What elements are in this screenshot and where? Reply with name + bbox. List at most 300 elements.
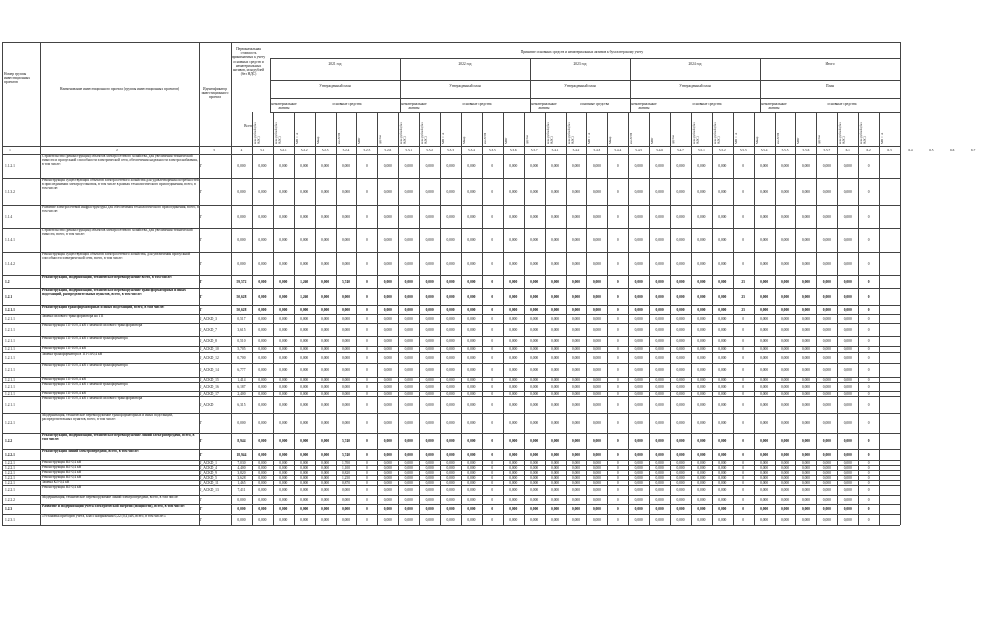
row-value: 0,000 [341, 294, 351, 299]
unit-label: Мвар [315, 136, 320, 144]
row-value: 0,000 [676, 452, 685, 457]
row-value: 0,000 [571, 339, 580, 343]
row-code: 1.2.1.1 [5, 316, 15, 321]
row-value: 0,000 [697, 517, 706, 522]
row-value: 0 [365, 307, 368, 312]
row-identifier: J_ACKD_11 [200, 480, 219, 485]
row-value: 1,250 [341, 475, 351, 480]
row-code: 1.2.1.1 [5, 327, 15, 332]
row-value: 0,000 [467, 517, 476, 522]
row-value: 0,000 [467, 316, 476, 321]
row-value: 0,000 [571, 391, 580, 396]
row-value: 0,000 [467, 452, 476, 457]
row-value: 0,000 [801, 488, 810, 492]
unit-label: млн рублей (без НДС) [273, 122, 282, 144]
row-value: 0,000 [822, 377, 831, 382]
row-value: 0 [867, 368, 870, 372]
row-value: 0,000 [321, 279, 330, 284]
row-value: 0,000 [571, 368, 580, 372]
header-year-2: 2022 год [458, 62, 472, 66]
unit-label: другое [671, 134, 676, 144]
row-value: 0,000 [383, 214, 392, 219]
row-value: 0,000 [592, 307, 601, 312]
row-value: 0,000 [843, 327, 852, 332]
row-value: 0,000 [425, 497, 434, 502]
row-value: 0 [365, 507, 368, 511]
row-value: 0,000 [801, 497, 810, 502]
group-title-5: План [826, 84, 834, 88]
grid-line-h [270, 112, 900, 113]
row-value: 0,000 [383, 517, 392, 522]
row-value: 0,000 [718, 465, 727, 470]
row-value: 0 [616, 368, 619, 372]
row-value: 0,000 [801, 368, 810, 372]
row-value: 0,000 [655, 497, 664, 502]
row-value: 0,000 [467, 279, 476, 284]
row-value: 0 [616, 377, 619, 382]
row-value: 0,000 [801, 421, 810, 425]
row-value: 0,000 [425, 214, 434, 219]
row-value: 0,000 [655, 355, 664, 360]
row-value: 0,000 [780, 475, 790, 480]
row-value: 0,000 [467, 164, 476, 168]
row-value: 0,000 [321, 164, 330, 168]
row-value: 0,000 [467, 465, 476, 470]
row-value: 0 [867, 475, 870, 480]
row-value: 0,000 [321, 307, 330, 312]
row-value: 0,000 [446, 377, 455, 382]
row-value: 0,000 [655, 402, 664, 407]
row-value: 0,000 [571, 164, 580, 168]
row-value: 0,000 [530, 214, 539, 219]
row-value: 0 [616, 164, 619, 168]
row-value: 0,000 [697, 497, 706, 502]
unit-label: млн рублей (без НДС) [545, 122, 553, 144]
row-identifier: J_ACKD_5 [200, 475, 217, 480]
row-code: 1.2.2.1 [5, 480, 15, 485]
row-value: 0,000 [551, 307, 560, 312]
row-value: 0,000 [634, 339, 643, 343]
row-value: 0,000 [321, 460, 330, 465]
row-value: 5,705 [237, 347, 246, 351]
row-value: 0 [616, 355, 619, 360]
row-value: 0 [365, 355, 368, 360]
row-value: 0,000 [822, 439, 831, 443]
row-value: 0,000 [822, 279, 831, 284]
row-value: 0,000 [760, 391, 769, 396]
row-value: 0,000 [760, 214, 769, 219]
row-value: 0,000 [843, 421, 852, 425]
row-value: 0,000 [592, 279, 601, 284]
row-code: 1.2.1.1 [5, 384, 15, 389]
row-value: 0,000 [760, 480, 769, 485]
grid-line-v [400, 58, 401, 112]
row-value: 0,000 [571, 507, 580, 511]
row-value: 0,000 [676, 470, 685, 475]
row-value: 0,000 [321, 391, 330, 396]
row-value: 0 [616, 402, 619, 407]
row-value: 0,000 [718, 377, 727, 382]
row-value: 0 [616, 460, 619, 465]
row-value: 0,000 [592, 470, 601, 475]
row-value: 0,000 [321, 497, 330, 502]
row-value: 1,465 [237, 480, 246, 485]
row-value: 0,000 [780, 402, 790, 407]
row-name: Реконструкция трансформаторных и иных подстанций, всего, в том числе: [42, 305, 165, 309]
unit-label: млн рублей (без НДС) [420, 122, 428, 144]
row-value: 0,000 [655, 421, 664, 425]
column-number: 5.2.3 [321, 148, 329, 152]
row-value: 0,000 [446, 391, 455, 396]
unit-label: МВт [357, 137, 362, 144]
row-value: 3,615 [237, 327, 246, 332]
row-identifier: J_ACKD_12 [200, 355, 219, 360]
row-value: 0,000 [383, 377, 392, 382]
row-value: 0,000 [780, 355, 790, 360]
row-value: 0,000 [592, 465, 601, 470]
row-value: 0,000 [446, 470, 455, 475]
row-value: 0,000 [467, 368, 476, 372]
row-value: 0,000 [571, 488, 580, 492]
column-number: 5.5.6 [802, 148, 810, 152]
row-value: 0,000 [341, 488, 351, 492]
table-row [2, 154, 902, 178]
row-value: 0,000 [822, 460, 831, 465]
row-value: 0,000 [509, 488, 518, 492]
row-value: 0,000 [446, 368, 455, 372]
row-value: 0,000 [300, 307, 309, 312]
row-value: 0,000 [300, 465, 309, 470]
row-value: 0,000 [530, 377, 539, 382]
row-value: 0,000 [780, 488, 790, 492]
row-value: 0,000 [655, 368, 664, 372]
row-value: 0,000 [509, 439, 518, 443]
row-value: 0,000 [592, 339, 601, 343]
row-value: 0,000 [655, 238, 664, 242]
row-value: 0,000 [404, 339, 413, 343]
row-value: 0,000 [718, 470, 727, 475]
row-value: 0,000 [530, 402, 539, 407]
column-number: 5.2.2 [300, 148, 308, 152]
row-value: 0,000 [300, 439, 309, 443]
row-value: 0,000 [551, 377, 560, 382]
row-value: 0 [365, 164, 368, 168]
row-value: 0,000 [551, 391, 560, 396]
row-value: 0,000 [509, 391, 518, 396]
row-value: 0,000 [300, 488, 309, 492]
row-value: 0 [867, 421, 870, 425]
row-value: 0,000 [383, 470, 392, 475]
row-value: 0,000 [592, 488, 601, 492]
row-code: 1.1.4 [5, 214, 13, 219]
row-identifier: J_ACKD_10 [200, 347, 219, 351]
row-value: 0,000 [634, 164, 643, 168]
row-value: 0 [742, 316, 745, 321]
row-value: 0,000 [843, 507, 852, 511]
row-code: 1.2.2.1 [5, 465, 15, 470]
column-number: 5.3.1 [405, 148, 413, 152]
row-value: 0,000 [446, 347, 455, 351]
header-col3: Идентификатор инвестиционного проекта [201, 87, 229, 100]
row-value: 0 [616, 279, 619, 284]
column-number: 5.4.2 [572, 148, 580, 152]
row-value: 0,000 [801, 164, 810, 168]
row-value: 0,000 [467, 488, 476, 492]
row-value: 0,000 [279, 391, 288, 396]
row-value: 0,000 [697, 488, 706, 492]
row-value: 0,000 [676, 189, 685, 194]
row-identifier: J_ACKD_7 [200, 327, 217, 332]
row-value: 0,000 [822, 316, 831, 321]
row-value: 0 [365, 279, 368, 284]
row-value: 0,000 [697, 347, 706, 351]
row-value: 0,000 [697, 164, 706, 168]
row-value: 0,000 [551, 497, 560, 502]
row-code: 1.1.4.2 [5, 261, 15, 266]
row-value: 0,000 [760, 368, 769, 372]
row-value: 0 [491, 347, 494, 351]
row-value: 0,000 [404, 497, 413, 502]
group-title-2: Утвержденный план [449, 84, 481, 88]
table-row [2, 314, 902, 323]
row-value: 0,000 [404, 307, 413, 312]
row-value: 0 [491, 497, 494, 502]
row-value: 0,000 [718, 488, 727, 492]
row-value: 0,000 [446, 402, 455, 407]
row-value: 0,000 [760, 507, 769, 511]
row-value: 0,000 [300, 316, 309, 321]
unit-label: МВ×А [733, 132, 738, 144]
row-value: 0,000 [634, 307, 643, 312]
row-value: 6,187 [237, 384, 246, 389]
row-value: 0,000 [383, 355, 392, 360]
row-value: 0,000 [780, 189, 790, 194]
row-value: 0,000 [592, 164, 601, 168]
row-code: 1.2.1.1 [5, 402, 15, 407]
row-value: 5,740 [341, 279, 351, 284]
row-name: Модернизация, техническое перевооружение трансформаторных и иных подстанций, распределительных пунктов, всего, в том числе: [42, 413, 173, 421]
row-value: 0 [867, 189, 870, 194]
row-value: 0,000 [425, 294, 434, 299]
row-value: 0 [742, 261, 745, 266]
row-value: 0,000 [801, 402, 810, 407]
row-value: 0,000 [780, 465, 790, 470]
row-code: 1.2.2.1 [5, 452, 15, 457]
row-value: 0,000 [592, 316, 601, 321]
row-value: 0,000 [509, 497, 518, 502]
row-value: 0 [867, 391, 870, 396]
row-value: 0,000 [801, 189, 810, 194]
row-value: 0,000 [404, 368, 413, 372]
row-value: 0,000 [843, 460, 852, 465]
column-number: 5.2.5 [363, 148, 371, 152]
row-value: 0,000 [404, 238, 413, 242]
row-value: 0,000 [697, 402, 706, 407]
unit-label: другое [524, 134, 529, 144]
row-value: 0 [491, 517, 494, 522]
row-identifier: J_ACKD_8 [200, 339, 217, 343]
row-value: 0,000 [467, 347, 476, 351]
row-value: 0,000 [530, 307, 539, 312]
row-value: 0,000 [718, 355, 727, 360]
row-value: 0,000 [655, 391, 664, 396]
unit-label: млн рублей (без НДС) [566, 122, 574, 144]
row-value: 0,000 [404, 488, 413, 492]
row-value: 3,820 [237, 470, 246, 475]
row-value: 0,000 [404, 475, 413, 480]
row-value: 0,000 [760, 439, 769, 443]
row-name: Реконструкция ТП-10/0,4 кВ с заменой силового трансформатора [42, 396, 143, 400]
row-value: 0,000 [697, 368, 706, 372]
row-value: 0,000 [425, 189, 434, 194]
row-value: 0,000 [634, 452, 643, 457]
row-value: 0,000 [592, 355, 601, 360]
row-value: 0,000 [279, 402, 288, 407]
row-value: 0,000 [760, 517, 769, 522]
row-value: 0,000 [655, 475, 664, 480]
row-value: 0 [365, 480, 368, 485]
row-value: 0 [491, 488, 494, 492]
row-name: Замена силового трансформатора на ТП [42, 314, 104, 318]
row-value: 0 [491, 316, 494, 321]
row-code: 1.2.1.1 [5, 368, 15, 372]
row-value: 0,000 [843, 307, 852, 312]
row-name: Реконструкция ТП-10/0,4 кВ [42, 346, 86, 350]
row-value: 0,000 [321, 368, 330, 372]
row-value: 0,000 [404, 460, 413, 465]
row-value: 0,000 [530, 439, 539, 443]
row-value: 0,000 [530, 507, 539, 511]
row-value: 7,411 [237, 488, 246, 492]
row-value: 0,000 [571, 460, 580, 465]
row-value: 0,000 [822, 294, 831, 299]
row-value: 0,000 [655, 279, 664, 284]
row-value: 0 [616, 214, 619, 219]
row-value: 0,000 [697, 480, 706, 485]
row-value: 0,000 [467, 294, 476, 299]
row-value: 0 [365, 368, 368, 372]
row-value: 0,000 [383, 339, 392, 343]
row-value: 0,000 [760, 316, 769, 321]
row-value: 0,000 [321, 439, 330, 443]
column-number: 5.4.7 [677, 148, 684, 152]
row-value: 0,000 [780, 214, 790, 219]
row-value: 0,000 [634, 347, 643, 351]
row-value: 0,000 [551, 402, 560, 407]
row-value: 0,000 [571, 439, 580, 443]
row-value: 0,000 [697, 470, 706, 475]
row-value: 0 [365, 294, 368, 299]
row-value: 0,000 [321, 517, 330, 522]
row-value: 0,000 [258, 261, 267, 266]
row-value: 0,000 [383, 460, 392, 465]
row-value: 0,000 [509, 402, 518, 407]
row-value: 1,260 [300, 279, 309, 284]
header-year-4: 2024 год [688, 62, 702, 66]
column-number: 5.3.4 [468, 148, 475, 152]
column-number: 5.3.7 [530, 148, 538, 152]
table-row [2, 228, 902, 252]
row-value: 0,000 [279, 316, 288, 321]
row-value: 0,000 [404, 465, 413, 470]
row-value: 0,000 [383, 421, 392, 425]
column-number: 5.3.5 [488, 148, 496, 152]
column-number: 5.3.3 [447, 148, 454, 152]
row-value: 0,000 [383, 347, 392, 351]
row-value: 0 [616, 307, 619, 312]
row-value: 0 [491, 327, 494, 332]
row-value: 0,000 [509, 261, 518, 266]
row-value: 0,000 [509, 460, 518, 465]
row-value: 0,000 [509, 355, 518, 360]
row-value: 0,000 [655, 294, 664, 299]
row-value: 0 [616, 384, 619, 389]
row-value: 0,000 [634, 488, 643, 492]
row-value: 0,000 [551, 480, 560, 485]
row-value: 0 [616, 507, 619, 511]
row-value: 0,000 [425, 402, 434, 407]
unit-label: МВ×А [294, 132, 299, 144]
sub-intangible-5: нематериальные активы [761, 102, 787, 111]
row-value: 0,000 [300, 214, 309, 219]
row-value: 6,777 [237, 368, 246, 372]
row-value: 0,000 [279, 480, 288, 485]
row-value: 0,000 [404, 517, 413, 522]
row-value: 0,000 [258, 377, 267, 382]
row-value: 0,000 [655, 164, 664, 168]
row-value: 0,000 [446, 294, 455, 299]
table-row [2, 363, 902, 377]
row-value: 0,000 [467, 439, 476, 443]
row-value: 0,000 [780, 307, 790, 312]
row-value: 0,000 [551, 460, 560, 465]
row-value: 0,000 [425, 439, 434, 443]
row-value: 0,000 [634, 465, 643, 470]
row-value: 0,000 [697, 377, 706, 382]
row-value: 59,572 [236, 279, 247, 284]
row-value: 0,000 [425, 327, 434, 332]
row-value: 0,000 [655, 339, 664, 343]
row-code: 1.2.1.1 [5, 391, 15, 396]
row-value: 0 [616, 261, 619, 266]
row-value: 0 [365, 488, 368, 492]
row-value: 0,000 [780, 421, 790, 425]
row-code: 1.1.2.1 [5, 164, 15, 168]
row-value: 0,000 [425, 480, 434, 485]
row-value: 0,000 [801, 238, 810, 242]
row-value: 0,000 [571, 261, 580, 266]
group-title-3: Утвержденный план [564, 84, 596, 88]
row-name: Реконструкция ВЛ-0,4 кВ [42, 485, 82, 489]
row-value: 0,000 [780, 470, 790, 475]
row-identifier: Г [200, 189, 203, 194]
unit-label: МВт [796, 137, 801, 144]
row-value: 0,000 [404, 189, 413, 194]
row-value: 0,000 [509, 465, 518, 470]
row-value: 0,000 [467, 460, 476, 465]
row-value: 0,000 [321, 238, 330, 242]
row-code: 1.2.1.1 [5, 307, 15, 312]
row-value: 0,000 [592, 238, 601, 242]
row-value: 0,000 [822, 452, 831, 457]
row-value: 0,000 [822, 261, 831, 266]
grid-line-h [2, 525, 900, 526]
row-value: 0,000 [425, 347, 434, 351]
row-value: 0,000 [258, 279, 267, 284]
row-value: 0,000 [655, 460, 664, 465]
row-value: 0,000 [760, 307, 769, 312]
table-row [2, 514, 902, 525]
